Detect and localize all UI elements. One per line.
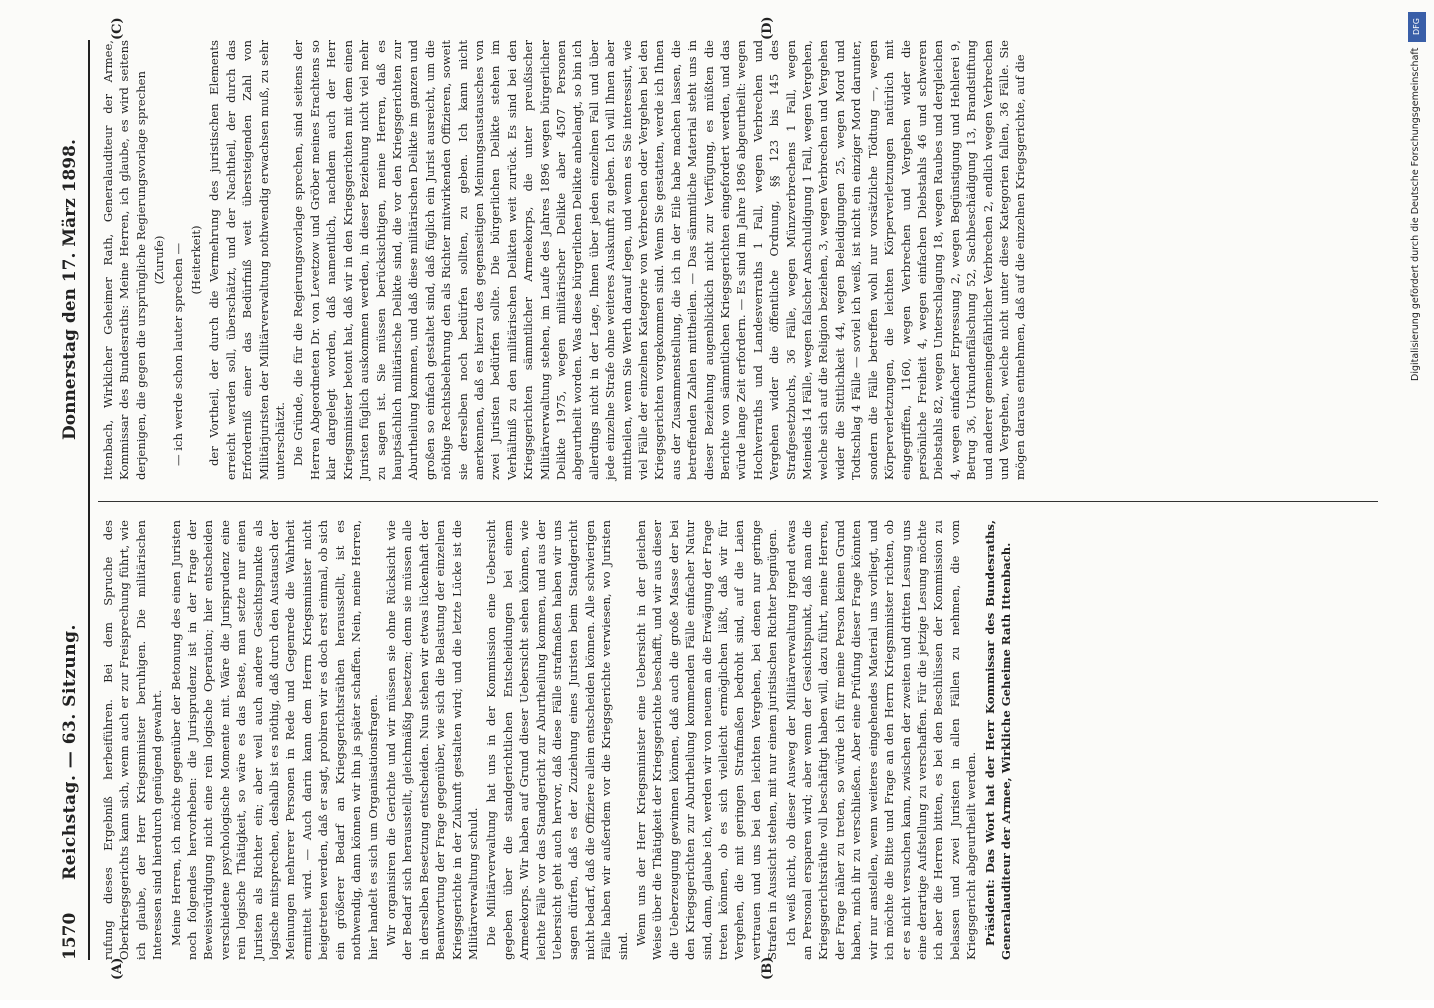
dfg-logo: DFG [1408,12,1426,42]
right-column [100,40,1031,480]
paragraph: Ich weiß nicht, ob dieser Ausweg der Militärverwaltung irgend etwas an Personal ersparen wird; aber wenn der Gesichtspunkt, daß man die Kriegsgerichtsräthe voll beschäftigt haben will, dazu führt, meine Herren, der Frage näher zu treten, so würde ich für meine Person keinen Grund haben, mich ihr zu verschließen. Aber eine Prüfung dieser Frage könnten wir nur anstellen, wenn weiteres eingehendes Material uns vorliegt, und ich möchte die Bitte und Frage an den Herrn Kriegsminister richten, ob er es nicht versuchen kann, zwischen der zweiten und dritten Lesung uns eine derartige Aufstellung zu verschaffen. Für die jetzige Lesung möchte ich aber die Herren bitten, es bei den Beschlüssen der Kommission zu belassen und zwei Juristen in allen Fällen zu nehmen, die vom Kriegsgericht abgeurtheilt werden. [783,520,979,960]
header-session-title: Reichstag. — 63. Sitzung. [60,624,80,880]
paragraph: — ich werde schon lauter sprechen — [170,242,185,466]
paragraph: Die Gründe, die für die Regierungsvorlage sprechen, sind seitens der Herren Abgeordneten Dr. von Levetzow und Gröber meines Erachtens so klar dargelegt worden, daß namentlich, nachdem auch der Herr Kriegsminister betont hat, daß wir in den Kriegsgerichten mit dem einen Juristen füglich auskommen werden, in dieser Beziehung nicht viel mehr zu sagen ist. Sie müssen berücksichtigen, meine Herren, daß es hauptsächlich militärische Delikte sind, die vor den Kriegsgerichten zur Aburtheilung kommen, und daß diese militärischen Delikte im ganzen und großen so einfach gestaltet sind, daß füglich ein Jurist ausreicht, um die nöthige Rechtsbelehrung den als Richter mitwirkenden Offizieren, soweit sie derselben noch bedürfen sollten, zu geben. Ich kann nicht anerkennen, daß es hierzu des gegenseitigen Meinungsaustausches von zwei Juristen bedürfen sollte. Die bürgerlichen Delikte stehen im Verhältniß zu den militärischen Delikten weit zurück. Es sind bei den Kriegsgerichten sämmtlicher Armeekorps, die unter preußischer Militärverwaltung stehen, im Laufe des Jahres 1896 wegen bürgerlicher Delikte 1975, wegen militärischer Delikte aber 4507 Personen abgeurtheilt worden. Was diese bürgerlichen Delikte anbelangt, so bin ich allerdings nicht in der Lage, Ihnen über jeden einzelnen Fall und über jede einzelne Strafe ohne weiteres Auskunft zu geben. Ich will Ihnen aber mittheilen, wenn Sie Werth darauf legen, und wenn es Sie interessirt, wie viel Fälle der einzelnen Kategorie von Verbrechen oder Vergehen bei den Kriegsgerichten vorgekommen sind. Wenn Sie gestatten, werde ich Ihnen aus der Zusammenstellung, die ich in der Eile habe machen lassen, die betreffenden Zahlen mittheilen. — Das sämmtliche Material steht uns in dieser Beziehung augenblicklich nicht zur Verfügung, es müßten die Berichte von sämmtlichen Kriegsgerichten eingefordert werden, und das würde lange Zeit erfordern. — Es sind im Jahre 1896 abgeurtheilt: wegen Hochverraths und Landesverraths 1 Fall, wegen Verbrechen und Vergehen wider die öffentliche Ordnung, §§ 123 bis 145 des Strafgesetzbuchs, 36 Fälle, wegen Münzverbrechens 1 Fall, wegen Meineids 14 Fälle, wegen falscher Anschuldigung 1 Fall, wegen Vergehen, welche sich auf die Religion beziehen, 3, wegen Verbrechen und Vergehen wider die Sittlichkeit 44, wegen Beleidigungen 25, wegen Mord und Todtschlag 4 Fälle — soviel ich weiß, ist nicht ein einziger Mord darunter, sondern die Fälle betreffen wohl nur vorsätzliche Tödtung —, wegen Körperverletzungen, die leichten Körperverletzungen natürlich mit eingegriffen, 1160, wegen Verbrechen und Vergehen wider die persönliche Freiheit 4, wegen einfachen Diebstahls 46 und schweren Diebstahls 82, wegen Unterschlagung 18, wegen Raubes und dergleichen 4, wegen einfacher Erpressung 2, wegen Begünstigung und Hehlerei 9, Betrug 36, Urkundenfälschung 52, Sachbeschädigung 13, Brandstiftung und anderer gemeingefährlicher Verbrechen 2, endlich wegen Verbrechen und Vergehen, welche nicht unter diese Kategorien fallen, 36 Fälle. Sie mögen daraus entnehmen, daß auf die einzelnen Kriegsgerichte, auf die [291,40,1028,480]
paragraph: rufung dieses Ergebniß herbeiführen. Bei dem Spruche des Oberkriegsgerichts kann sich, wenn auch er zur Freisprechung führt, wie ich glaube, der Herr Kriegsminister beruhigen. Die militärischen Interessen sind hierdurch genügend gewahrt. [101,520,165,960]
column-divider [98,501,1378,502]
printed-sheet [40,16,1400,980]
paragraph: der Vortheil, der durch die Vermehrung des juristischen Elements erreicht werden soll, überschätzt, und der Nachtheil, der durch das Erforderniß einer das Bedürfniß weit übersteigenden Zahl von Militärjuristen der Militärverwaltung nothwendig erwachsen muß, zu sehr unterschätzt. [207,40,288,480]
margin-mark-c: (C) [110,17,125,40]
paragraph: Die Militärverwaltung hat uns in der Kommission eine Uebersicht gegeben über die standgerichtlichen Entscheidungen bei einem Armeekorps. Wir haben auf Grund dieser Uebersicht sehen können, wie leichte Fälle vor das Standgericht zur Aburtheilung kommen, und aus der Uebersicht geht auch hervor, daß diese Fälle strafmaßen haben wir uns sagen dürfen, daß es der Zuziehung eines Juristen beim Standgericht nicht bedarf, daß die Offiziere allein entscheiden können. Alle schwierigen Fälle haben wir außerdem vor die Kriegsgerichte verwiesen, wo Juristen sind. [484,520,630,960]
margin-mark-d: (D) [760,16,775,40]
page-header [58,40,90,960]
digitization-credit: Digitalisierung gefördert durch die Deutsche Forschungsgemeinschaft [1410,48,1421,382]
paragraph: Meine Herren, ich möchte gegenüber der Betonung des einen Juristen noch folgendes hervorheben: die Jurisprudenz ist in der Frage der Beweiswürdigung nicht eine rein logische Operation; hier entscheiden verschiedene psychologische Momente mit. Wäre die Jurisprudenz eine rein logische Thätigkeit, so wäre es das Beste, man setzte nur einen Juristen als Richter ein; aber weil auch andere Gesichtspunkte als logische mitsprechen, deshalb ist es nöthig, daß durch den Austausch der Meinungen mehrerer Personen in Rede und Gegenrede die Wahrheit ermittelt wird. — Auch darin kann dem Herrn Kriegsminister nicht beigetreten werden, daß er sagt, probiren wir es doch erst einmal, ob sich ein größerer Bedarf an Kriegsgerichtsräthen herausstellt, ist es nothwendig, dann können wir ihn ja später schaffen. Nein, meine Herren, hier handelt es sich um Organisationsfragen. [168,520,380,960]
rotated-page-content [40,16,1400,980]
paragraph: Wenn uns der Herr Kriegsminister eine Uebersicht in der gleichen Weise über die Thätigkeit der Kriegsgerichte beschafft, und wir aus dieser die Ueberzeugung gewinnen können, daß auch die große Masse der bei den Kriegsgerichten zur Aburtheilung kommenden Fälle einfacher Natur sind, dann, glaube ich, werden wir von neuem an die Erwägung der Frage treten können, ob es sich vielleicht ermöglichen läßt, daß wir für Vergehen, die mit geringen Strafmaßen bedroht sind, auf die Laien vertrauen und uns bei den leichten Vergehen, bei denen nur geringe Strafen in Aussicht stehen, mit nur einem juristischen Richter begnügen. [634,520,780,960]
digitization-sidebar [1406,8,1430,998]
interjection: (Zurufe) [152,235,167,285]
paragraph: Wir organisiren die Gerichte und wir müssen sie ohne Rücksicht wie der Bedarf sich herausstellt, gleichmäßig besetzen; denn sie müssen alle in derselben Besetzung entscheiden. Nun stehen wir etwas lückenhaft der Beantwortung der Frage gegenüber, wie sich die Belastung der einzelnen Kriegsgerichte in der Zukunft gestalten wird; und die letzte Lücke ist die Militärverwaltung schuld. [383,520,480,960]
page-number: 1570 [60,912,80,960]
paragraph-speaker: Ittenbach, Wirklicher Geheimer Rath, Generalauditeur der Armee, Kommissar des Bundesraths: Meine Herren, ich glaube, es wird seitens derjenigen, die gegen die ursprüngliche Regierungsvorlage sprechen [101,40,148,480]
interjection: (Heiterkeit) [189,225,204,295]
left-column [100,520,1016,960]
paragraph-president: Präsident: Das Wort hat der Herr Kommissar des Bundesraths, Generalauditeur der Armee, Wirkliche Geheime Rath Ittenbach. [982,520,1013,960]
margin-mark-b: (B) [760,956,775,980]
header-date: Donnerstag den 17. März 1898. [60,139,80,440]
margin-mark-a: (A) [110,957,125,980]
